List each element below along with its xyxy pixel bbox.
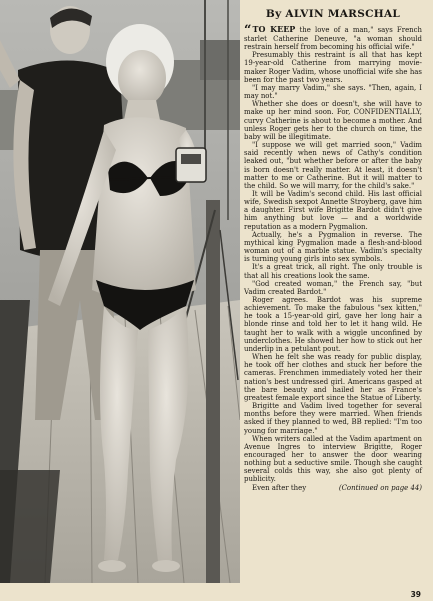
paragraph: Presumably this restraint is all that has kept 19-year-old Catherine from marrying movie-maker Roger Vadim, whose unofficial wife she has been for the past two years. [244,51,422,84]
paragraph: Brigitte and Vadim lived together for several months before they were married. When friends asked if they planned to wed, BB replied: "I'm too young for marriage." [244,402,422,435]
paragraph: Roger agrees. Bardot was his supreme achievement. To make the fabulous "sex kitten," he took a 15-year-old girl, gave her long hair a blonde rinse and told her to let it hang wild. He taught her to walk with a wiggle unconfined by underclothes. He showed her how to stick out her underlip in a petulant pout. [244,296,422,353]
continued-link[interactable]: (Continued on page 44) [338,483,422,492]
paragraph: It's a great trick, all right. The only trouble is that all his creations look the same. [244,263,422,280]
paragraph: When writers called at the Vadim apartment on Avenue Ingres to interview Brigitte, Roger encouraged her to answer the door wearing nothing but a seductive smile. Though she caught several colds this way, she also got plenty of publicity. [244,434,422,484]
byline: By ALVIN MARSCHAL [265,8,401,20]
article [244,6,422,492]
paragraph: It will be Vadim's second child. His last official wife, Swedish sexpot Annette Stroyberg, gave him a daughter. First wife Brigitte Bardot didn't give him anything but love — and a worldwide reputation as a modern Pygmalion. [244,189,422,231]
paragraph: Whether she does or doesn't, she will have to make up her mind soon. For, CONFIDENTIALLY, curvy Catherine is about to become a mother. And unless Roger gets her to the church on time, the baby will be illegitimate. [244,100,422,141]
paragraph: "God created woman," the French say, "but Vadim created Bardot." [244,279,422,296]
open-quote-mark: “ [244,23,252,38]
page-number: 39 [410,590,421,599]
paragraph: "I may marry Vadim," she says. "Then, again, I may not." [244,83,422,101]
paragraph: "I suppose we will get married soon," Vadim said recently when news of Cathy's condition leaked out, "but whether before or after the baby is born doesn't really matter. At least, it doesn't matter to me or Catherine. But it will matter to the child. So we will marry, for the child's sake." [244,141,422,190]
paragraph: Actually, he's a Pygmalion in reverse. The mythical king Pygmalion made a flesh-and-blood woman out of a marble statue. Vadim's specialty is turning young girls into sex symbols. [244,230,422,264]
paragraph: When he felt she was ready for public display, he took off her clothes and stuck her before the cameras. Frenchmen immediately voted her their nation's best undressed girl. Americans gasped at the bare beauty and hailed her as France's greatest female export since the Statue of Liberty. [244,353,422,402]
lead-caps: TO KEEP [252,24,296,34]
closing-fragment: Even after they [252,483,307,492]
article-body [244,25,422,492]
closing-line [244,484,422,492]
paragraph: “TO KEEP the love of a man," says French starlet Catherine Deneuve, "a woman should restrain herself from becoming his official wife." [244,23,422,52]
